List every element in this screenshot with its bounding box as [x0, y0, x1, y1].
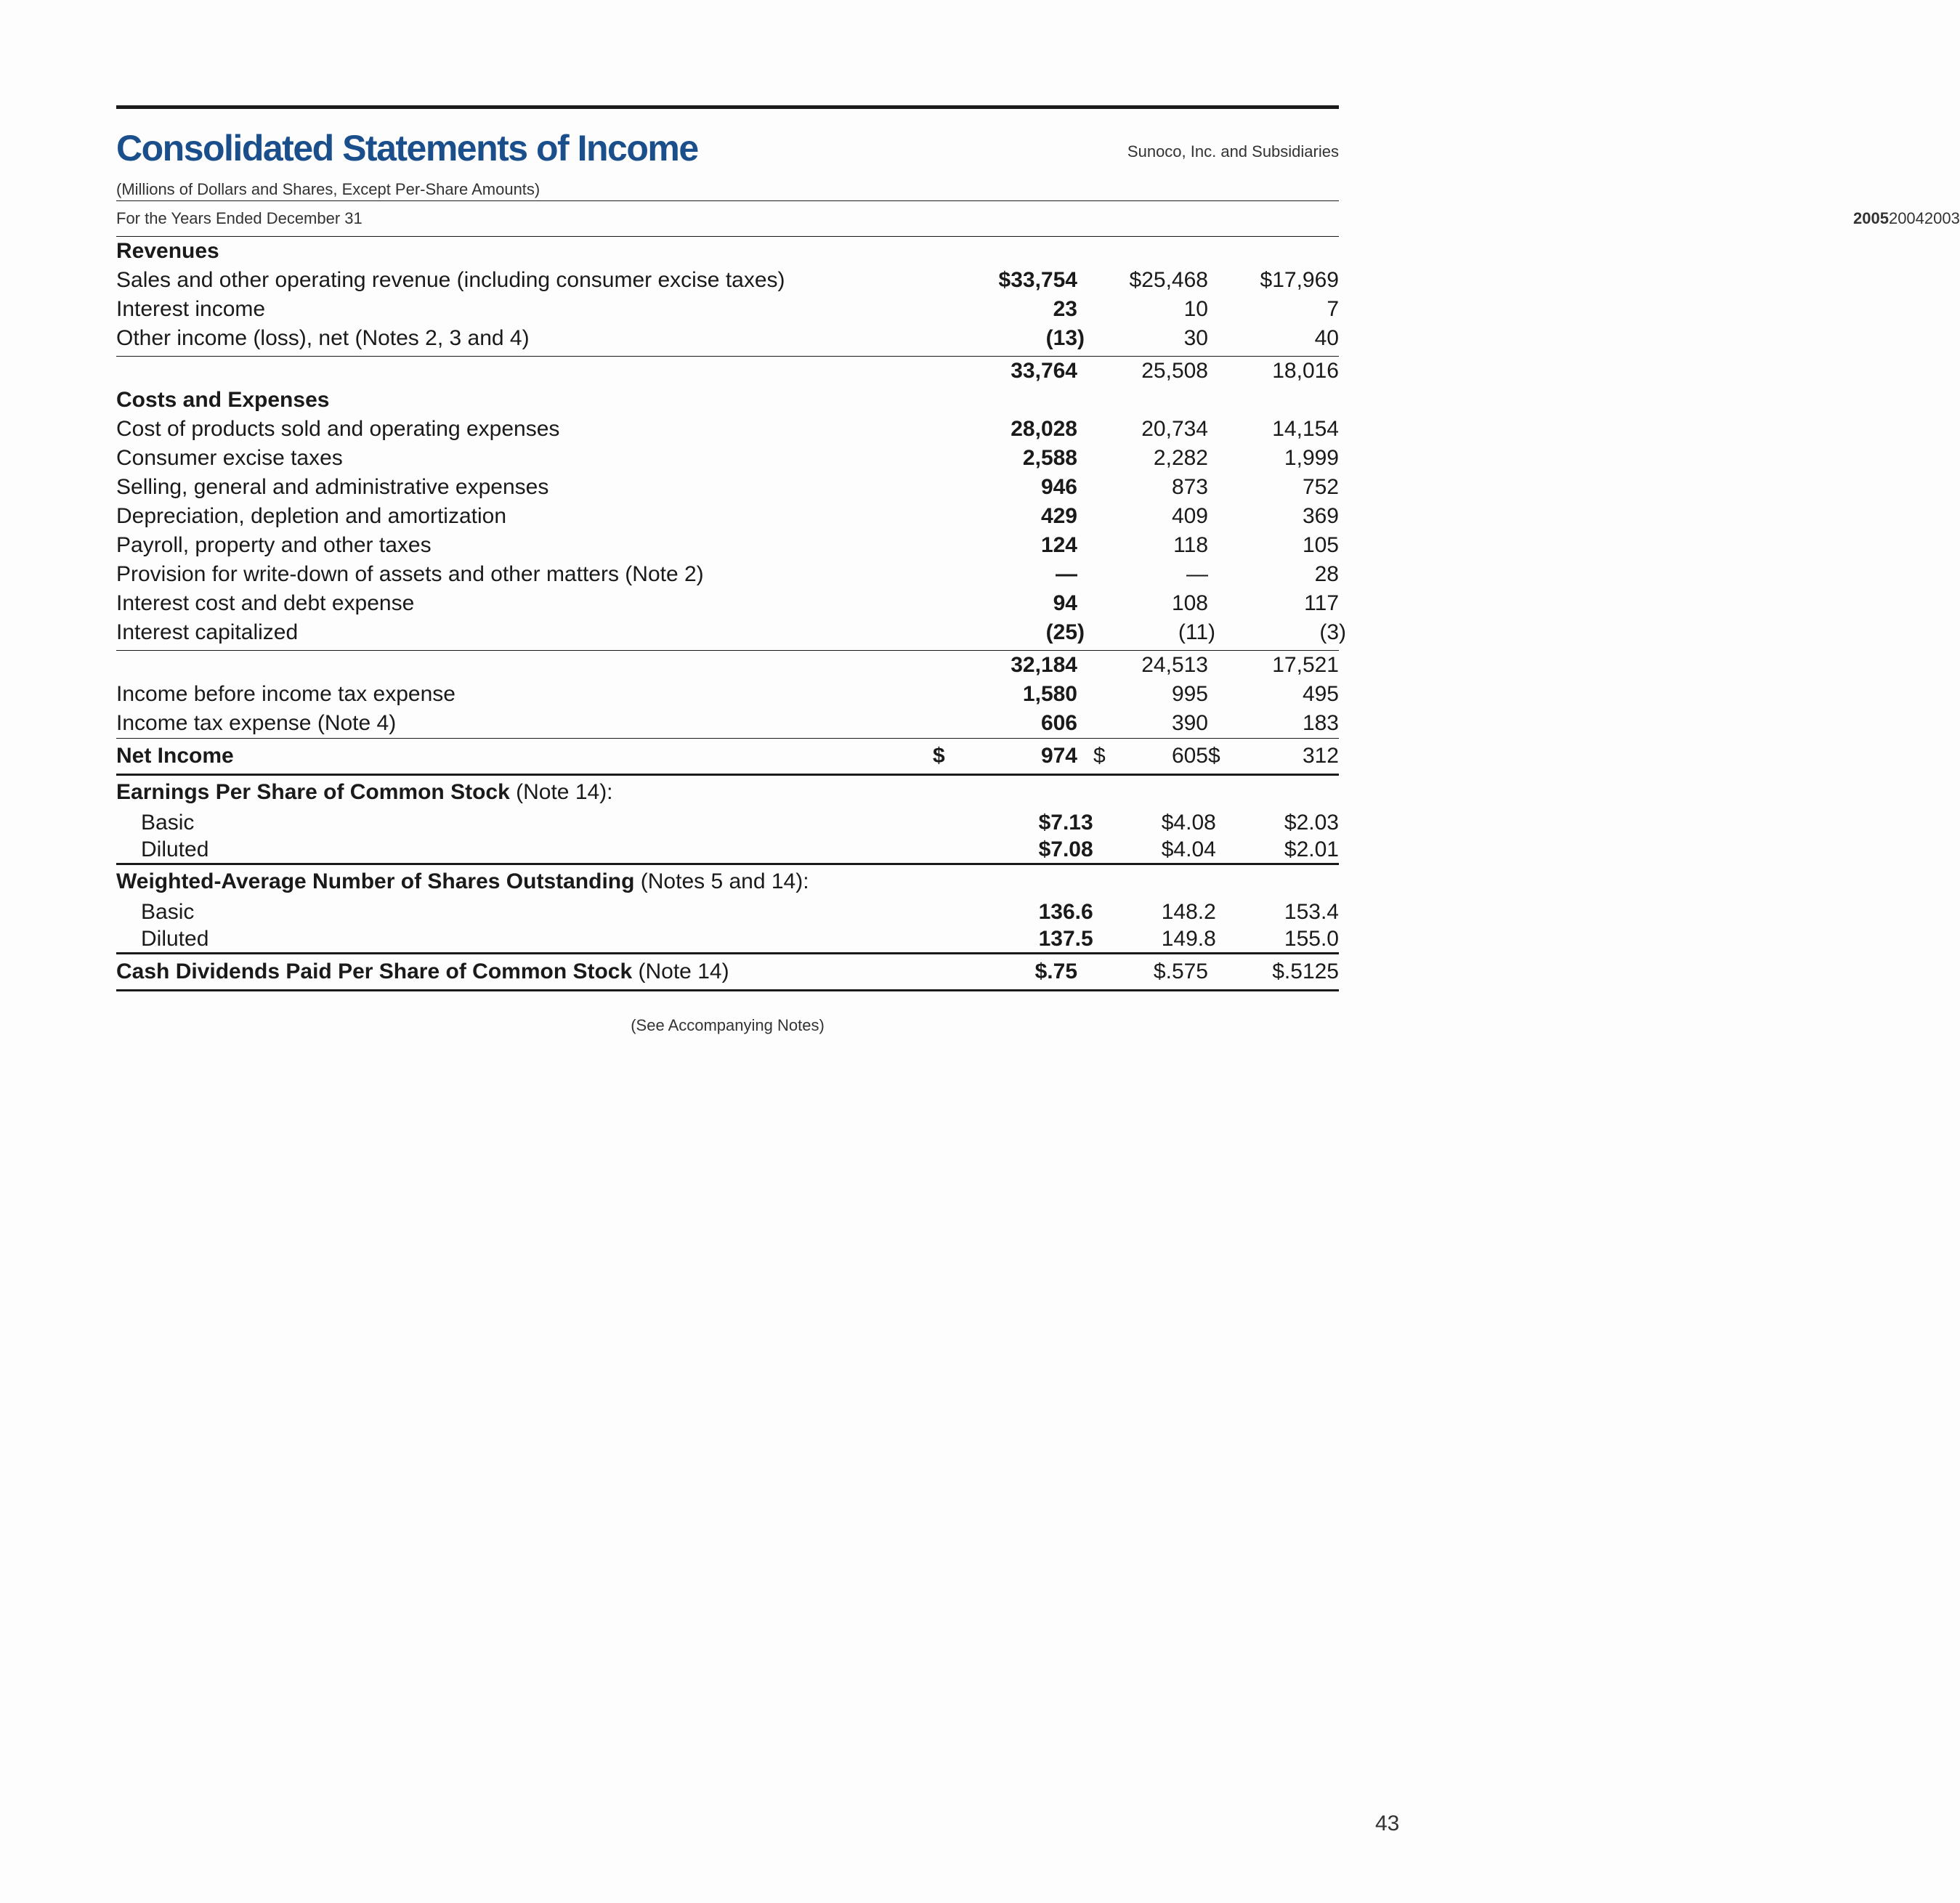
- value-2004: 10: [1183, 297, 1208, 321]
- value-2004: 20,734: [1141, 417, 1208, 441]
- value-2005: 32,184: [1011, 653, 1077, 677]
- value-2004: 30: [1183, 326, 1208, 350]
- value-2005: [928, 739, 1077, 774]
- row-label: Diluted: [141, 927, 209, 951]
- net-income-row: [116, 738, 1339, 776]
- value-2005: [928, 618, 1085, 647]
- value-2005: [928, 324, 1085, 353]
- top-rule: [116, 105, 1339, 109]
- value-2004: $4.04: [1161, 837, 1216, 861]
- section-heading: Revenues: [116, 239, 219, 263]
- dividends-label: [116, 954, 928, 989]
- value-2004: $25,468: [1129, 268, 1208, 292]
- value-2003: 105: [1302, 533, 1339, 557]
- value-2004: $4.08: [1161, 811, 1216, 835]
- column-header-2004: 2004: [1888, 209, 1924, 227]
- table-row: [116, 444, 1339, 473]
- value-2003: 1,999: [1284, 446, 1339, 470]
- value-2004: 148.2: [1161, 900, 1216, 924]
- row-label: Payroll, property and other taxes: [116, 533, 432, 557]
- table-row: [116, 618, 1346, 647]
- value-2004: —: [1186, 562, 1208, 586]
- row-label: Income tax expense (Note 4): [116, 711, 397, 735]
- value-2005: 2,588: [1022, 446, 1077, 470]
- value-2003: 155.0: [1284, 927, 1339, 951]
- value-text: 312: [1302, 744, 1339, 768]
- company-name: Sunoco, Inc. and Subsidiaries: [1127, 142, 1339, 161]
- value-2003: [1208, 739, 1339, 774]
- row-label: Basic: [141, 811, 195, 835]
- revenues-total-row: [116, 356, 1339, 386]
- value-2004: 149.8: [1161, 927, 1216, 951]
- page-number: 43: [1375, 1811, 1400, 1835]
- shares-heading: [116, 865, 1339, 898]
- value-2005: 429: [1040, 504, 1077, 528]
- costs-heading-row: [116, 386, 1339, 415]
- heading-note: (Note 14):: [509, 780, 613, 804]
- value-2005: 23: [1053, 297, 1077, 321]
- value-2005: —: [1056, 562, 1077, 586]
- table-row: [116, 809, 1339, 836]
- value-text: 605: [1171, 744, 1208, 768]
- row-label: Other income (loss), net (Notes 2, 3 and 4): [116, 326, 530, 350]
- row-label: Selling, general and administrative expenses: [116, 475, 549, 499]
- value-2005: $7.08: [1038, 837, 1093, 861]
- eps-heading: [116, 776, 1339, 809]
- value-2003: 28: [1314, 562, 1339, 586]
- value-2003: 153.4: [1284, 900, 1339, 924]
- table-row: [116, 560, 1339, 589]
- value-text: 974: [1040, 744, 1077, 768]
- value-2003: 495: [1302, 682, 1339, 706]
- row-label: Net Income: [116, 744, 234, 768]
- section-heading: Earnings Per Share of Common Stock: [116, 780, 510, 804]
- table-row: [116, 415, 1339, 444]
- column-header-2005: 2005: [1853, 209, 1889, 227]
- value-text: (3): [1319, 620, 1346, 644]
- value-2005: 33,764: [1011, 359, 1077, 383]
- value-2004: 25,508: [1141, 359, 1208, 383]
- table-row: [116, 925, 1339, 954]
- row-label: Provision for write-down of assets and other matters (Note 2): [116, 562, 704, 586]
- units-note: (Millions of Dollars and Shares, Except Per-Share Amounts): [116, 180, 540, 198]
- table-row: [116, 898, 1339, 925]
- value-2005: 136.6: [1038, 900, 1093, 924]
- value-2004: 409: [1171, 504, 1208, 528]
- heading-note: (Note 14): [632, 959, 729, 983]
- section-heading: Cash Dividends Paid Per Share of Common Stock: [116, 959, 633, 983]
- value-2003: $2.01: [1284, 837, 1339, 861]
- value-2004: 995: [1171, 682, 1208, 706]
- value-2004: 24,513: [1141, 653, 1208, 677]
- column-header-2003: 2003: [1924, 209, 1960, 227]
- value-2003: 752: [1302, 475, 1339, 499]
- value-2003: 40: [1314, 326, 1339, 350]
- value-text: (25): [1045, 620, 1085, 644]
- row-label: Income before income tax expense: [116, 682, 455, 706]
- row-label: Basic: [141, 900, 195, 924]
- value-2003: 18,016: [1272, 359, 1339, 383]
- value-text: (13): [1045, 326, 1085, 350]
- value-2004: 108: [1171, 591, 1208, 615]
- section-heading: Costs and Expenses: [116, 388, 330, 412]
- table-row: [116, 589, 1339, 618]
- currency-symbol: $: [1093, 744, 1106, 768]
- eps-heading-row: [116, 776, 1339, 809]
- section-heading: Weighted-Average Number of Shares Outstanding: [116, 869, 635, 893]
- table-row: [116, 295, 1339, 324]
- footer-note: (See Accompanying Notes): [631, 1016, 825, 1034]
- value-2004: 390: [1171, 711, 1208, 735]
- heading-note: (Notes 5 and 14):: [634, 869, 809, 893]
- value-2003: $17,969: [1260, 268, 1339, 292]
- value-2004: [1077, 739, 1208, 774]
- value-2003: 183: [1302, 711, 1339, 735]
- row-label: Depreciation, depletion and amortization: [116, 504, 506, 528]
- table-row: [116, 531, 1339, 560]
- income-statement-page: [116, 105, 1960, 1035]
- column-header-row: [116, 200, 1960, 237]
- shares-heading-row: [116, 865, 1339, 898]
- currency-symbol: $: [933, 744, 945, 768]
- value-2005: 137.5: [1038, 927, 1093, 951]
- value-2005: 1,580: [1022, 682, 1077, 706]
- income-tax-row: [116, 709, 1339, 738]
- value-2005: 124: [1040, 533, 1077, 557]
- costs-total-row: [116, 650, 1339, 680]
- currency-symbol: $: [1208, 744, 1220, 768]
- row-label: Interest cost and debt expense: [116, 591, 415, 615]
- table-row: [116, 502, 1339, 531]
- value-2005: $.75: [1034, 959, 1077, 983]
- column-header-label: For the Years Ended December 31: [116, 209, 363, 227]
- value-2005: 946: [1040, 475, 1077, 499]
- value-2005: 94: [1053, 591, 1077, 615]
- value-2003: $2.03: [1284, 811, 1339, 835]
- row-label: Consumer excise taxes: [116, 446, 343, 470]
- table-row: [116, 324, 1339, 353]
- value-2003: $.5125: [1272, 959, 1339, 983]
- value-2005: $33,754: [998, 268, 1077, 292]
- value-2004: [1077, 618, 1215, 647]
- row-label: Diluted: [141, 837, 209, 861]
- income-before-tax-row: [116, 680, 1339, 709]
- value-2004: 2,282: [1153, 446, 1208, 470]
- statement-header: [116, 128, 1339, 169]
- row-label: Interest capitalized: [116, 620, 299, 644]
- value-2005: 606: [1040, 711, 1077, 735]
- value-2005: $7.13: [1038, 811, 1093, 835]
- value-2004: 873: [1171, 475, 1208, 499]
- table-row: [116, 266, 1339, 295]
- dividends-row: [116, 954, 1339, 991]
- page-title: Consolidated Statements of Income: [116, 128, 698, 169]
- value-2003: 117: [1304, 591, 1339, 615]
- value-2005: 28,028: [1011, 417, 1077, 441]
- table-row: [116, 836, 1339, 865]
- row-label: Sales and other operating revenue (including consumer excise taxes): [116, 268, 785, 292]
- value-2003: [1208, 618, 1346, 647]
- value-2004: 118: [1173, 533, 1208, 557]
- value-2003: 7: [1327, 297, 1339, 321]
- value-2003: 14,154: [1272, 417, 1339, 441]
- value-text: (11): [1178, 620, 1215, 644]
- value-2003: 17,521: [1272, 653, 1339, 677]
- revenues-heading-row: [116, 237, 1339, 266]
- value-2004: $.575: [1153, 959, 1208, 983]
- value-2003: 369: [1302, 504, 1339, 528]
- row-label: Interest income: [116, 297, 266, 321]
- row-label: Cost of products sold and operating expenses: [116, 417, 560, 441]
- table-row: [116, 473, 1339, 502]
